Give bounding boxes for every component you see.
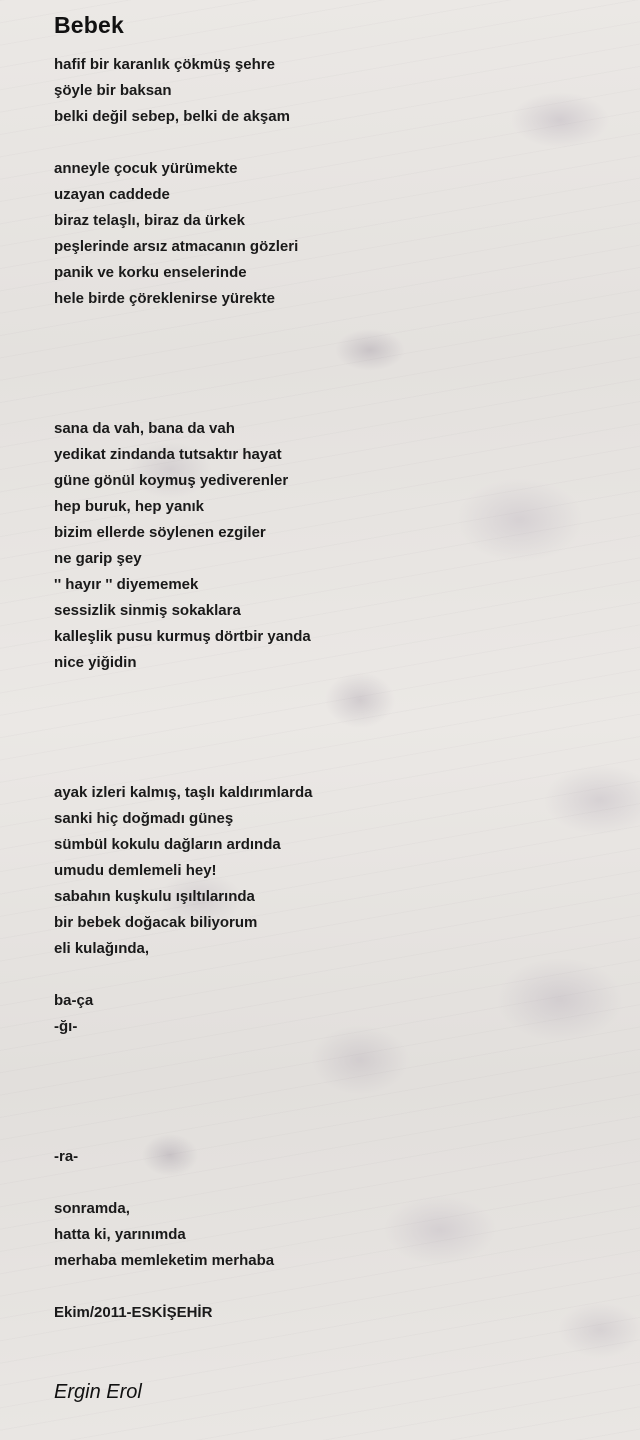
poem-line: bizim ellerde söylenen ezgiler: [54, 524, 266, 541]
poem-line: sonramda,: [54, 1200, 130, 1217]
poem-line: uzayan caddede: [54, 186, 170, 203]
poem-line: umudu demlemeli hey!: [54, 862, 217, 879]
poem-line: biraz telaşlı, biraz da ürkek: [54, 212, 245, 229]
poem-blank-line: [54, 1274, 614, 1300]
poem-line: -ğı-: [54, 1018, 78, 1035]
poem-blank-line: [54, 1066, 614, 1092]
poem-line: -ra-: [54, 1148, 79, 1165]
poem-line: güne gönül koymuş yediverenler: [54, 472, 289, 489]
poem-blank-line: [54, 312, 614, 338]
poem-line: sümbül kokulu dağların ardında: [54, 836, 281, 853]
poem-line: ayak izleri kalmış, taşlı kaldırımlarda: [54, 784, 313, 801]
poem-line: bir bebek doğacak biliyorum: [54, 914, 258, 931]
poem-title: Bebek: [54, 12, 125, 38]
poem-line: hele birde çöreklenirse yürekte: [54, 290, 275, 307]
poem-blank-line: [54, 338, 614, 364]
poem-line: kalleşlik pusu kurmuş dörtbir yanda: [54, 628, 311, 645]
poem-blank-line: [54, 754, 614, 780]
poem-line: ne garip şey: [54, 550, 142, 567]
poem-line: panik ve korku enselerinde: [54, 264, 247, 281]
poem-blank-line: [54, 390, 614, 416]
poem-line: '' hayır '' diyememek: [54, 576, 199, 593]
poem-line: sabahın kuşkulu ışıltılarında: [54, 888, 255, 905]
poem-blank-line: [54, 130, 614, 156]
poem-line: hatta ki, yarınımda: [54, 1226, 186, 1243]
poem-body: [54, 52, 614, 1326]
poem-line: nice yiğidin: [54, 654, 137, 671]
poem-line: eli kulağında,: [54, 940, 150, 957]
poem-line: şöyle bir baksan: [54, 82, 172, 99]
poem-blank-line: [54, 1170, 614, 1196]
poem-line: yedikat zindanda tutsaktır hayat: [54, 446, 282, 463]
poem-author[interactable]: Ergin Erol: [54, 1381, 142, 1403]
poem-blank-line: [54, 702, 614, 728]
poem-blank-line: [54, 1040, 614, 1066]
poem-blank-line: [54, 676, 614, 702]
poem-line: belki değil sebep, belki de akşam: [54, 108, 290, 125]
poem-line: sanki hiç doğmadı güneş: [54, 810, 234, 827]
poem-line: hafif bir karanlık çökmüş şehre: [54, 56, 275, 73]
poem-line: sessizlik sinmiş sokaklara: [54, 602, 241, 619]
poem-line: anneyle çocuk yürümekte: [54, 160, 238, 177]
poem-line: Ekim/2011-ESKİŞEHİR: [54, 1304, 213, 1321]
poem-line: merhaba memleketim merhaba: [54, 1252, 275, 1269]
poem-line: peşlerinde arsız atmacanın gözleri: [54, 238, 299, 255]
poem-blank-line: [54, 728, 614, 754]
poem-blank-line: [54, 1118, 614, 1144]
poem-blank-line: [54, 364, 614, 390]
poem-line: sana da vah, bana da vah: [54, 420, 235, 437]
poem-container: [54, 10, 614, 1326]
poem-blank-line: [54, 1092, 614, 1118]
poem-blank-line: [54, 962, 614, 988]
poem-line: ba-ça: [54, 992, 94, 1009]
poem-line: hep buruk, hep yanık: [54, 498, 205, 515]
